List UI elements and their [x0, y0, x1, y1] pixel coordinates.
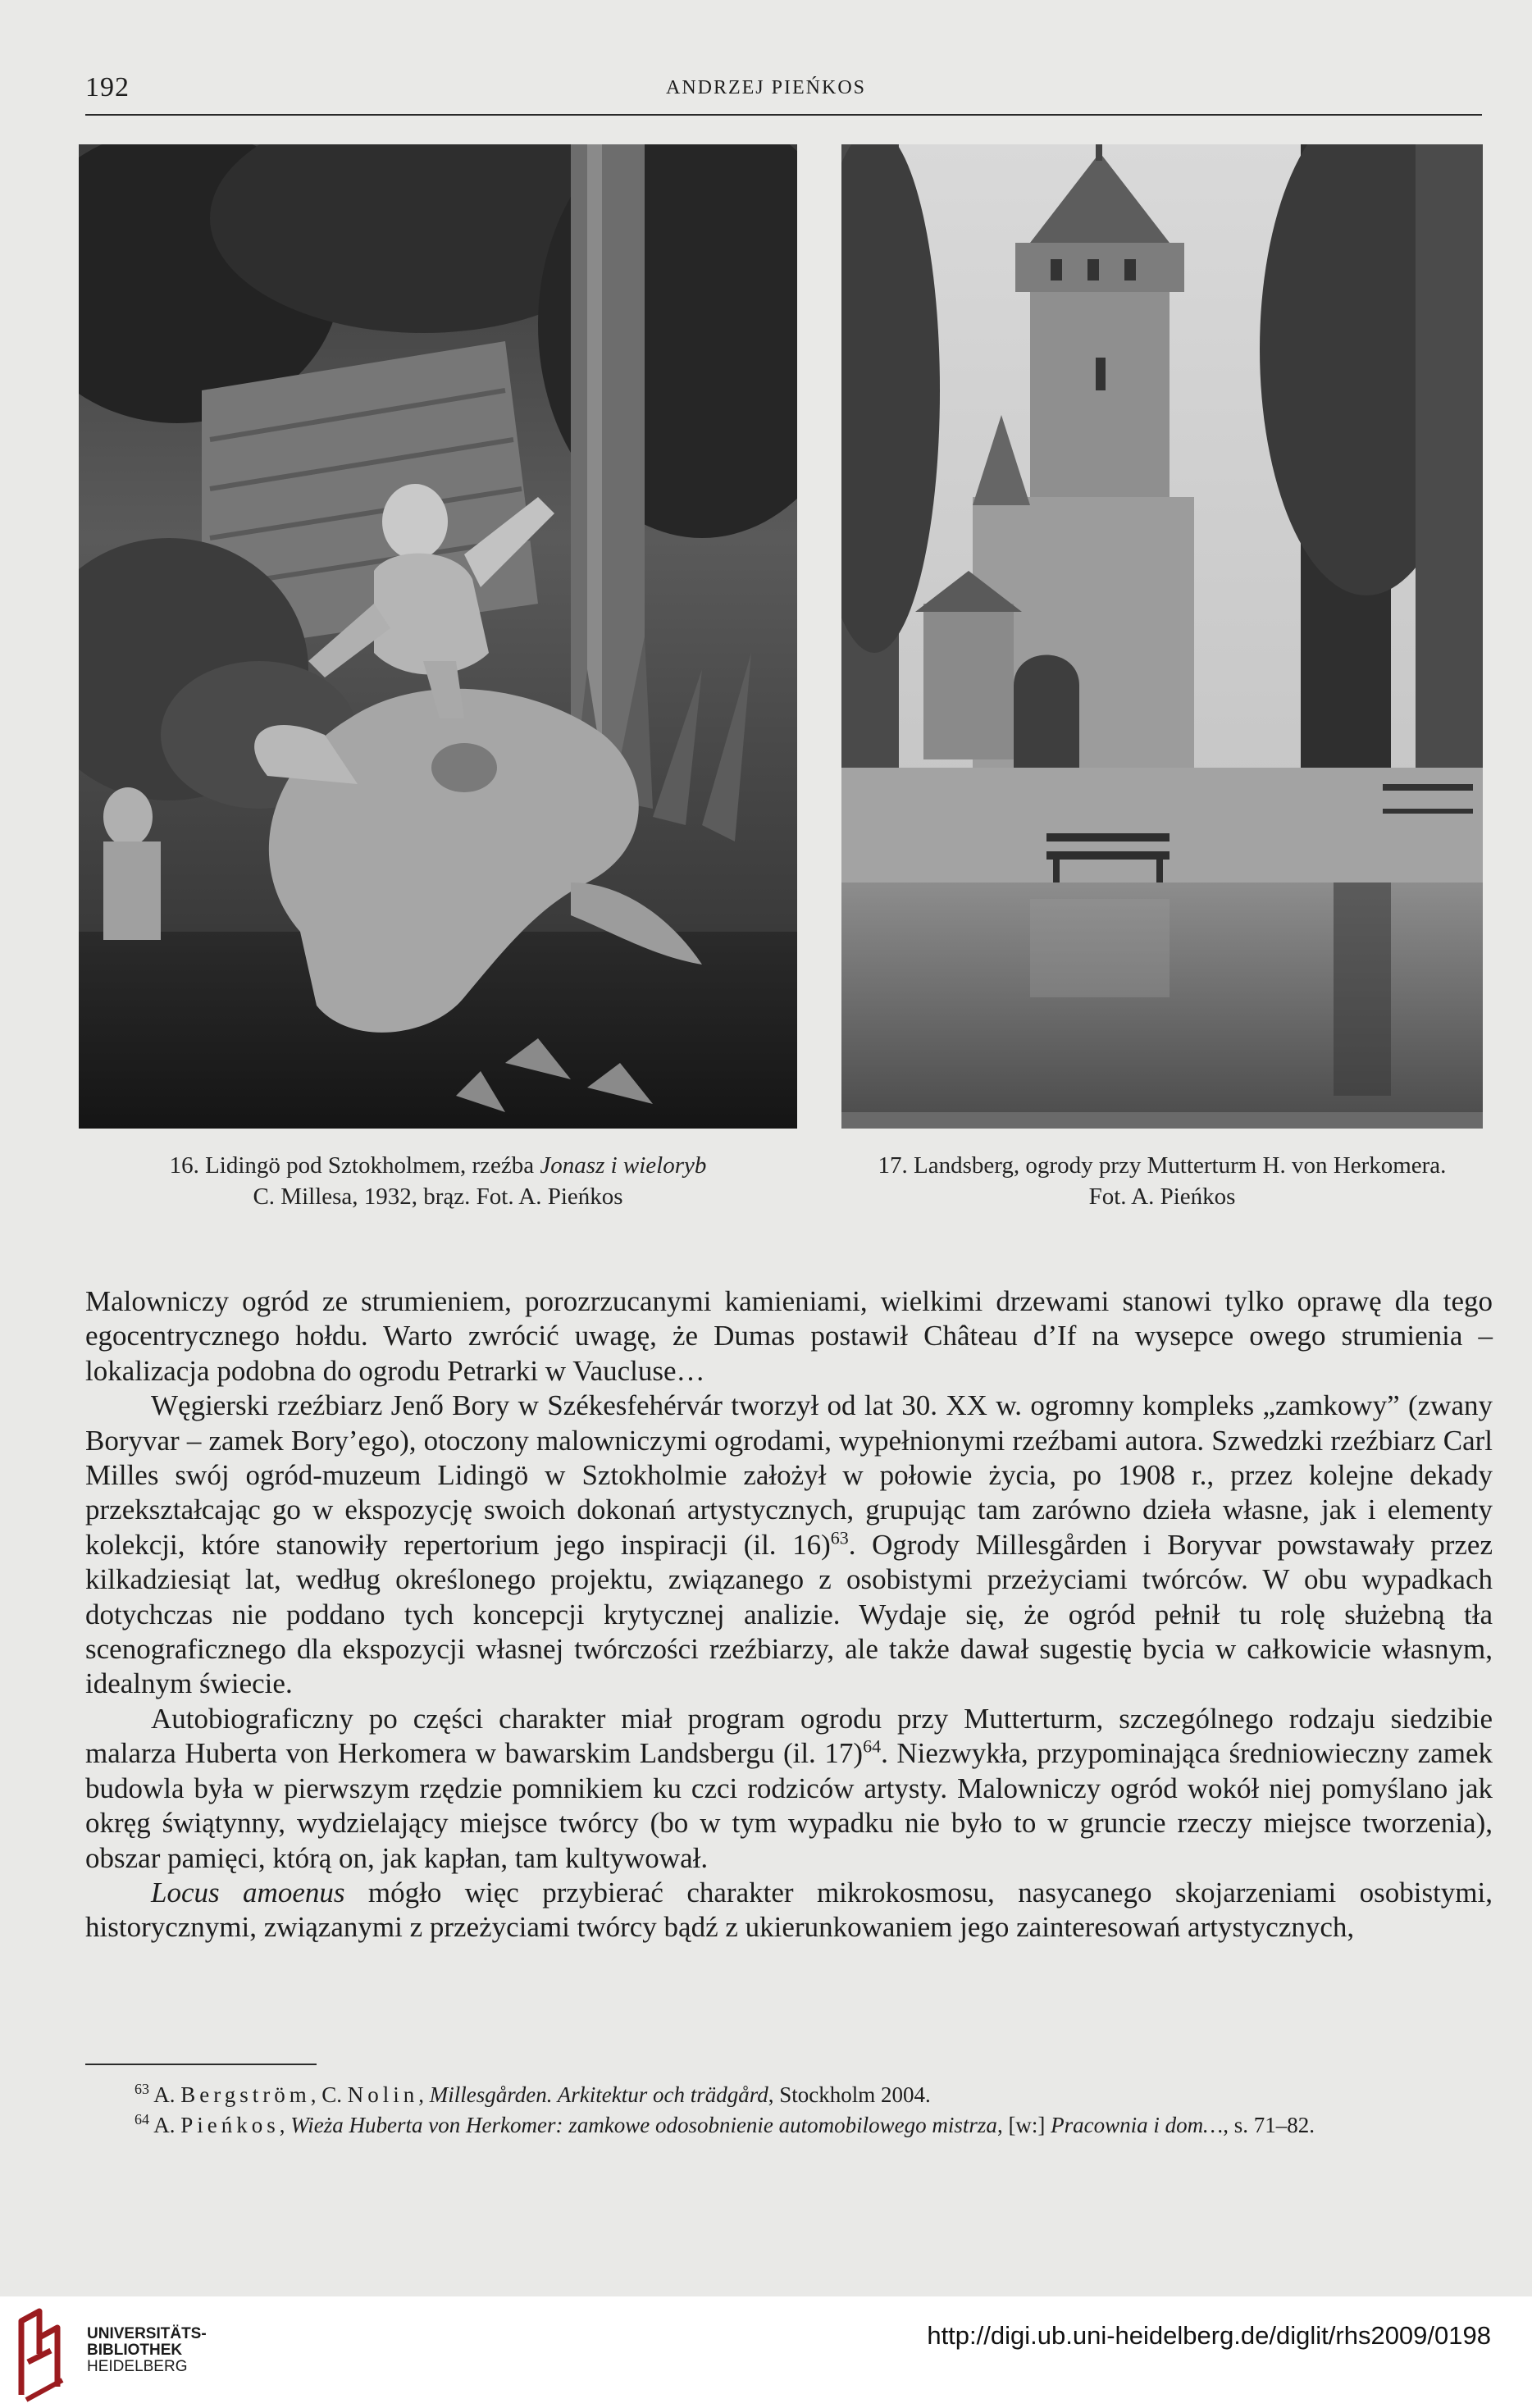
sculpture-jonah-whale-image [79, 144, 797, 1129]
paragraph-2: Węgierski rzeźbiarz Jenő Bory w Székesfehérvár tworzył od lat 30. XX w. ogromny kompleks „zamkowy” (zwany Boryvar – zamek Bory’ego), otoczony malowniczymi ogrodami, wypełnionymi rzeźbami autora. Szwedzki rzeźbiarz Carl Milles swój ogród-muzeum Lidingö w Sztokholmie założył w połowie życia, po 1908 r., przez kolejne dekady przekształcając go w ekspozycję swoich dokonań artystycznych, grupując tam zarówno dzieła własne, jak i elementy kolekcji, które stanowiły repertorium jego inspiracji (il. 16)$^{63}$. Ogrody Millesgården i Boryvar powstawały przez kilkadziesiąt lat, według określonego projektu, związanego z osobistymi przeżyciami twórców. W obu wypadkach dotychczas nie poddano tych koncepcji krytycznej analizie. Wydaje się, że ogród pełnił tu rolę służebną tła scenograficznego dla ekspozycji własnej twórczości rzeźbiarzy, ale także dawał sugestię bycia w całkowicie własnym, idealnym świecie. [85, 1389, 1493, 1700]
figure-16-caption-line1: 16. Lidingö pod Sztokholmem, rzeźba Jonasz i wieloryb [169, 1152, 707, 1179]
figure-16-caption [79, 1150, 797, 1212]
figure-16-caption-line2: C. Millesa, 1932, brąz. Fot. A. Pieńkos [253, 1183, 623, 1210]
source-url-link[interactable]: http://digi.ub.uni-heidelberg.de/diglit/rhs2009/0198 [927, 2321, 1491, 2350]
paragraph-3: Autobiograficzny po części charakter miał program ogrodu przy Mutterturm, szczególnego rodzaju siedzibie malarza Huberta von Herkomera w bawarskim Landsbergu (il. 17)$^{64}$. Niezwykła, przypominająca średniowieczny zamek budowla była w pierwszym rzędzie pomnikiem ku czci rodziców artysty. Malowniczy ogród wokół niej pomyślano jak okręg świątynny, wydzielający miejsce twórcy (bo w tym wypadku nie było to w gruncie rzeczy miejsce tworzenia), obszar pamięci, którą on, jak kapłan, tam kultywował. [85, 1702, 1493, 1874]
figure-17-caption-line1: 17. Landsberg, ogrody przy Mutterturm H. von Herkomera. [878, 1152, 1447, 1179]
page-number: 192 [85, 72, 130, 103]
footnote-ref-63[interactable]: 63 [830, 1527, 849, 1548]
figure-16-photo [79, 144, 797, 1129]
figure-16-title: Jonasz i wieloryb [540, 1152, 707, 1179]
main-text [85, 1284, 1493, 1945]
footnote-ref-64[interactable]: 64 [863, 1735, 882, 1757]
running-head: ANDRZEJ PIEŃKOS [665, 77, 866, 98]
figure-17-caption-line2: Fot. A. Pieńkos [1088, 1183, 1236, 1210]
footnote-rule [85, 2064, 317, 2065]
heidelberg-library-logo-icon [15, 2305, 72, 2403]
figure-17-caption [820, 1150, 1504, 1212]
paragraph-4: Locus amoenus mógło więc przybierać charakter mikrokosmosu, nasycanego skojarzeniami osobistymi, historycznymi, związanymi z przeżyciami twórcy bądź z ukierunkowaniem jego zainteresowań artystycznych, [85, 1876, 1493, 1944]
header-rule [85, 114, 1482, 116]
library-footer-bar [0, 2296, 1532, 2408]
footnote-63: $^{63}$ A. Bergström, C. Nolin, Millesgården. Arkitektur och trädgård, Stockholm 2004. [135, 2081, 931, 2107]
footnote-64: $^{64}$ A. Pieńkos, Wieża Huberta von Herkomer: zamkowe odosobnienie automobilowego mistrza, [w:] Pracownia i dom…, s. 71–82. [135, 2111, 1315, 2137]
mutterturm-tower-image [841, 144, 1483, 1129]
locus-amoenus-term: Locus amoenus [151, 1876, 345, 1909]
library-logo-text: UNIVERSITÄTS- BIBLIOTHEK HEIDELBERG [87, 2325, 207, 2375]
paragraph-1: Malowniczy ogród ze strumieniem, porozrzucanymi kamieniami, wielkimi drzewami stanowi tylko oprawę dla tego egocentrycznego hołdu. Warto zwrócić uwagę, że Dumas postawił Château d’If na wysepce owego strumienia – lokalizacja podobna do ogrodu Petrarki w Vaucluse… [85, 1285, 1493, 1387]
figure-17-photo [841, 144, 1483, 1129]
footnotes [85, 2080, 1493, 2141]
